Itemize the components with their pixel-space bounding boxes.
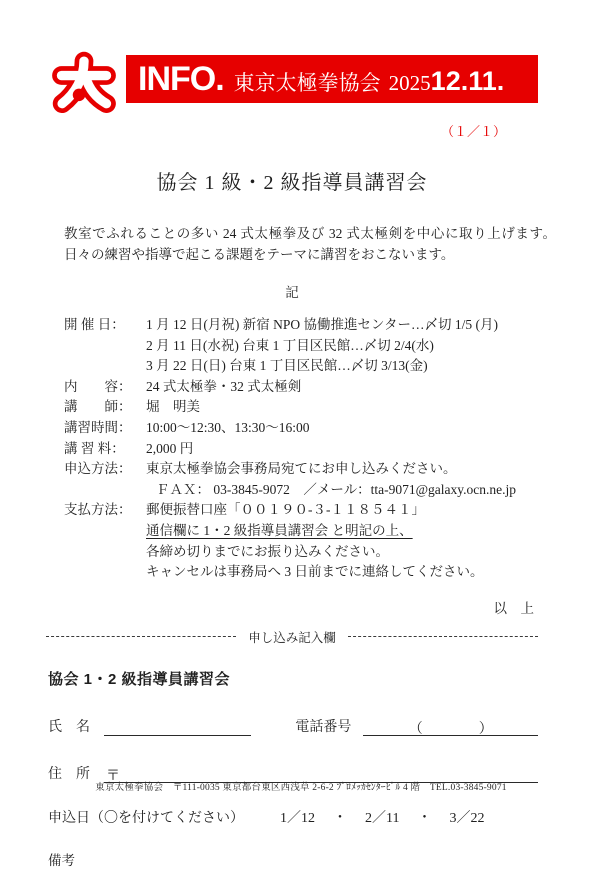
organization-name: 東京太極拳協会 bbox=[233, 71, 381, 95]
detail-row-content bbox=[64, 377, 538, 398]
detail-value: 東京太極拳協会事務局宛てにお申し込みください。 bbox=[146, 461, 457, 477]
form-row-name-phone bbox=[48, 716, 538, 736]
page-indicator: （１／１） bbox=[440, 124, 506, 139]
detail-row-deadline-note bbox=[64, 542, 538, 563]
form-heading: 協会 1・2 級指導員講習会 bbox=[48, 670, 231, 688]
detail-row-fee bbox=[64, 439, 538, 460]
separator-label: 申し込み記入欄 bbox=[248, 630, 336, 645]
cut-line-separator bbox=[46, 628, 538, 646]
closing-ijou: 以 上 bbox=[493, 600, 534, 616]
detail-value: 2,000 円 bbox=[146, 440, 194, 456]
phone-field-label: 電話番号 bbox=[295, 719, 352, 735]
date-options bbox=[280, 807, 484, 827]
details-list bbox=[64, 315, 538, 583]
dashed-line-left bbox=[46, 636, 236, 637]
detail-row-date bbox=[64, 336, 538, 357]
detail-row-payment bbox=[64, 500, 538, 521]
detail-value: キャンセルは事務局へ 3 日前までに連絡してください。 bbox=[146, 564, 484, 580]
document-title: 協会 1 級・2 級指導員講習会 bbox=[156, 172, 428, 194]
association-tai-logo-icon bbox=[46, 48, 122, 118]
detail-value: 10:00～12:30、13:30～16:00 bbox=[146, 419, 310, 435]
detail-row-application bbox=[64, 459, 538, 480]
detail-row-instructor bbox=[64, 397, 538, 418]
detail-label: 内 容： bbox=[64, 378, 132, 394]
date-option-separator: ・ bbox=[417, 810, 432, 826]
detail-label bbox=[64, 336, 146, 357]
detail-label: 申込方法： bbox=[64, 461, 132, 477]
detail-value: 各締め切りまでにお振り込みください。 bbox=[146, 543, 389, 559]
detail-value: 24 式太極拳・32 式太極剣 bbox=[146, 378, 302, 394]
detail-value: 1 月 12 日(月祝) 新宿 NPO 協働推進センター…〆切 1/5 (月) bbox=[146, 317, 498, 332]
detail-label bbox=[64, 356, 146, 377]
detail-value: 通信欄に 1・2 級指導員講習会 と明記の上、 bbox=[146, 522, 413, 538]
address-input[interactable]: 〒 bbox=[104, 765, 538, 783]
detail-label bbox=[64, 521, 146, 542]
intro-paragraph: 教室でふれることの多い 24 式太極拳及び 32 式太極剣を中心に取り上げます。日々の練習や指導で起こる課題をテーマに講習をおこないます。 bbox=[64, 226, 556, 262]
date-option-2[interactable]: 2／11 bbox=[365, 810, 400, 826]
issue-year: 2025 bbox=[388, 71, 431, 95]
issue-date: 12.11. bbox=[430, 66, 505, 96]
date-option-separator: ・ bbox=[333, 810, 347, 826]
notes-field-label: 備考 bbox=[48, 852, 75, 868]
name-input[interactable] bbox=[104, 718, 251, 736]
detail-value: 郵便振替口座「００１９０-３-１１８５４１」 bbox=[146, 502, 425, 518]
detail-label: 講 師： bbox=[64, 399, 132, 415]
detail-row-fax-mail bbox=[64, 480, 538, 501]
form-row-application-date bbox=[48, 807, 538, 827]
detail-label: 講習時間： bbox=[64, 419, 132, 435]
footer-address: 東京太極拳協会 〒111-0035 東京都台東区西浅草 2-6-2 ﾌﾟﾛﾒｯｶｾﾝﾀｰﾋﾞﾙ 4 階 TEL.03-3845-9071 bbox=[95, 783, 507, 793]
date-option-1[interactable]: 1／12 bbox=[280, 810, 315, 826]
detail-value: 堀 明美 bbox=[146, 399, 200, 415]
application-date-label: 申込日（〇を付けてください） bbox=[48, 810, 244, 826]
detail-row-cancel-note bbox=[64, 562, 538, 583]
address-field-label: 住 所 bbox=[48, 766, 90, 782]
detail-row-date bbox=[64, 356, 538, 377]
detail-label bbox=[64, 542, 146, 563]
ki-marker: 記 bbox=[285, 285, 299, 300]
detail-label bbox=[64, 562, 146, 583]
detail-row-date bbox=[64, 315, 538, 336]
phone-input[interactable]: （ ） bbox=[363, 718, 538, 736]
detail-label: 講 習 料： bbox=[64, 440, 125, 456]
red-title-banner bbox=[126, 55, 538, 103]
name-field-label: 氏 名 bbox=[48, 719, 90, 735]
detail-value: ＦＡＸ： 03-3845-9072 ／メール：tta-9071@galaxy.ocn.ne.jp bbox=[156, 481, 516, 497]
detail-value: 2 月 11 日(水祝) 台東 1 丁目区民館…〆切 2/4(水) bbox=[146, 337, 434, 353]
detail-label bbox=[64, 480, 146, 501]
info-label: INFO. bbox=[138, 60, 224, 98]
detail-row-payment-note bbox=[64, 521, 538, 542]
date-option-3[interactable]: 3／22 bbox=[449, 810, 485, 826]
detail-label: 開 催 日： bbox=[64, 317, 125, 332]
header bbox=[46, 46, 538, 118]
dashed-line-right bbox=[348, 636, 538, 637]
detail-label: 支払方法： bbox=[64, 502, 132, 518]
detail-value: 3 月 22 日(日) 台東 1 丁目区民館…〆切 3/13(金) bbox=[146, 358, 428, 374]
detail-row-hours bbox=[64, 418, 538, 439]
